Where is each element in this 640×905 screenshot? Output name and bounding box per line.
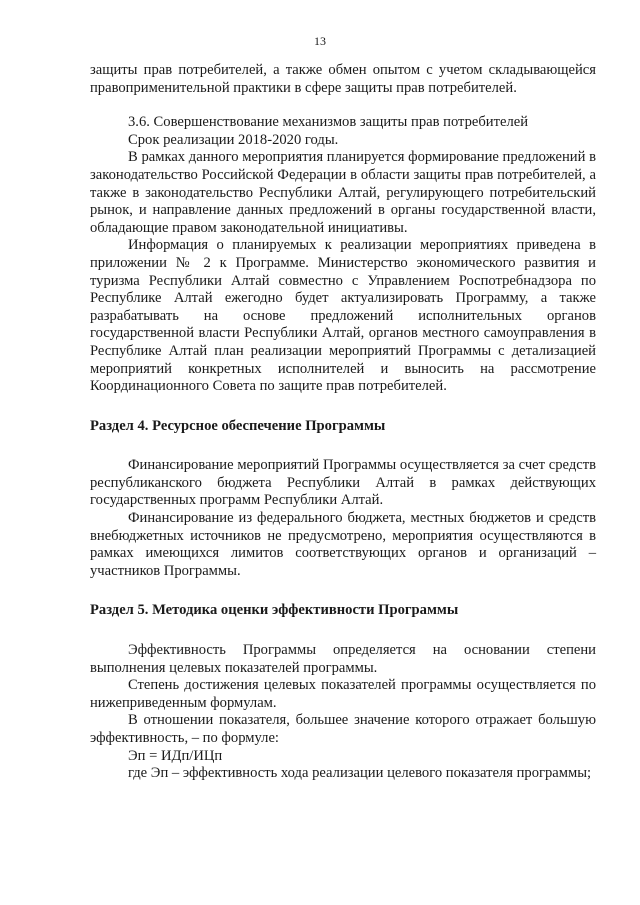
paragraph-effectiveness: Эффективность Программы определяется на основании степени выполнения целевых показателей программы. <box>90 642 596 676</box>
paragraph-measure-description: В рамках данного мероприятия планируется формирование предложений в законодательство Российской Федерации в области защиты прав потребителей, а также в законодательство Республики Алтай, регулирующего потребительский рынок, и направление данных предложений в органы государственной власти, обладающие правом законодательной инициативы. <box>90 149 596 236</box>
formula: Эп = ИДп/ИЦп <box>128 747 223 764</box>
paragraph-financing: Финансирование мероприятий Программы осуществляется за счет средств республиканского бюджета Республики Алтай в рамках действующих государственных программ Республики Алтай. <box>90 457 596 509</box>
paragraph-information: Информация о планируемых к реализации мероприятиях приведена в приложении № 2 к Программе. Министерство экономического развития и туризма Республики Алтай совместно с Управлением Роспотребнадзора по Республике Алтай ежегодно будет актуализировать Программу, а также разрабатывать на основе предложений исполнительных органов государственной власти Республики Алтай, органов местного самоуправления в Республике Алтай план реализации мероприятий Программы с детализацией мероприятий конкретных исполнителей и выносить на рассмотрение Координационного Совета по защите прав потребителей. <box>90 237 596 395</box>
spacer <box>90 97 596 114</box>
page-number: 13 <box>314 34 326 48</box>
spacer <box>90 620 596 642</box>
section-4-heading: Раздел 4. Ресурсное обеспечение Программы <box>90 417 386 434</box>
paragraph-deadline: Срок реализации 2018-2020 годы. <box>128 131 339 148</box>
paragraph-degree: Степень достижения целевых показателей программы осуществляется по нижеприведенным формулам. <box>90 677 596 711</box>
section-5-heading: Раздел 5. Методика оценки эффективности Программы <box>90 602 459 619</box>
paragraph-indicator: В отношении показателя, большее значение которого отражает большую эффективность, – по формуле: <box>90 712 596 746</box>
spacer <box>90 435 596 457</box>
paragraph-federal-financing: Финансирование из федерального бюджета, местных бюджетов и средств внебюджетных источников не предусмотрено, мероприятия осуществляются в рамках имеющихся лимитов соответствующих органов и организаций – участников Программы. <box>90 510 596 579</box>
paragraph-formula-definition: где Эп – эффективность хода реализации целевого показателя программы; <box>128 765 592 782</box>
spacer <box>90 580 596 602</box>
document-body <box>90 62 596 783</box>
paragraph-continuation: защиты прав потребителей, а также обмен опытом с учетом складывающейся правоприменительной практики в сфере защиты прав потребителей. <box>90 62 596 96</box>
spacer <box>90 396 596 418</box>
subsection-title: 3.6. Совершенствование механизмов защиты прав потребителей <box>128 114 529 131</box>
